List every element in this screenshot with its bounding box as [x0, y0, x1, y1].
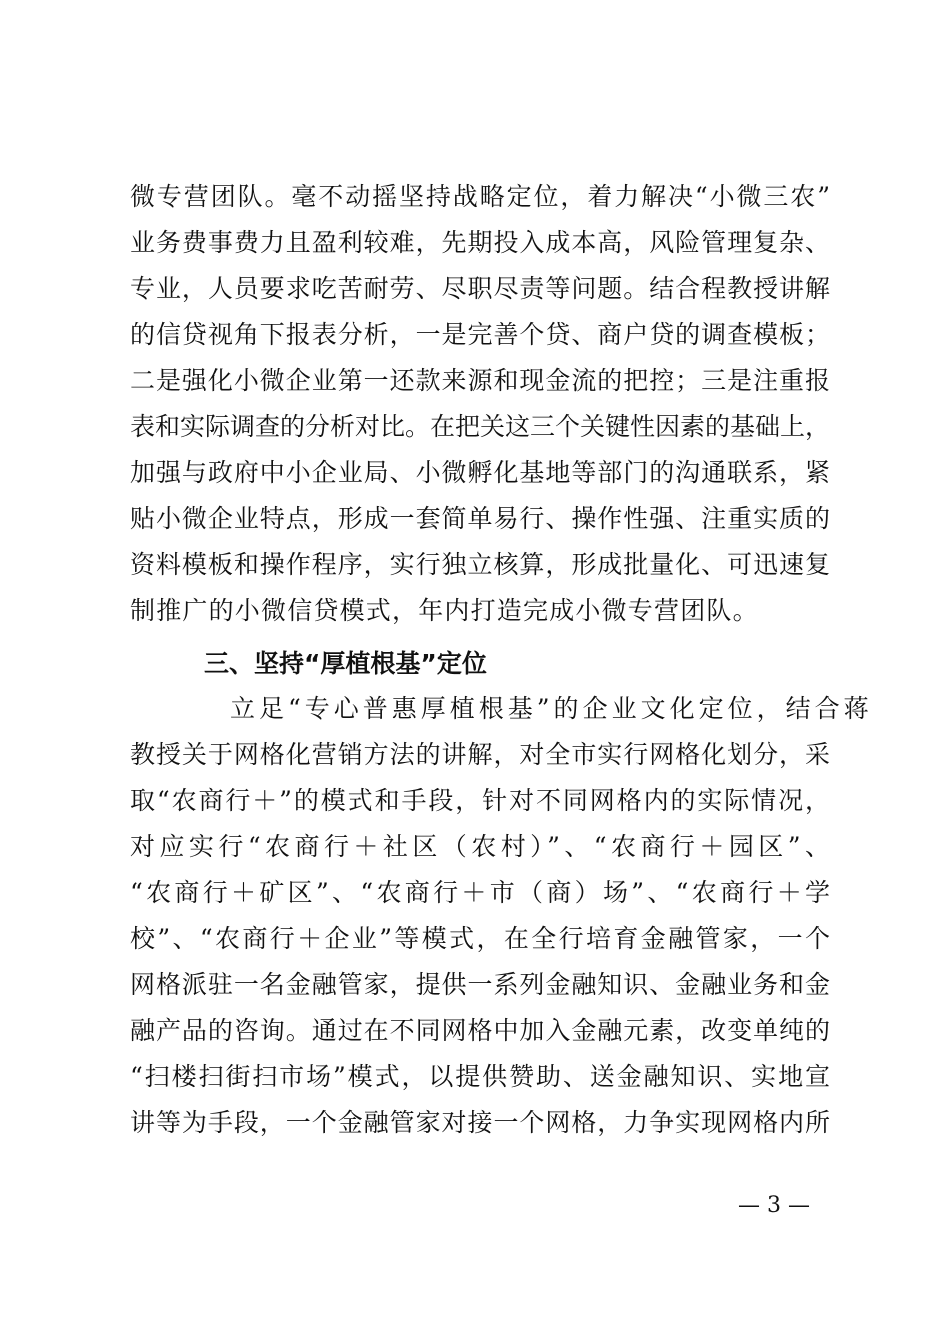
paragraph-line: “扫楼扫街扫市场”模式，以提供赞助、送金融知识、实地宣 — [130, 1062, 830, 1091]
paragraph-line: 讲等为手段，一个金融管家对接一个网格，力争实现网格内所 — [130, 1108, 830, 1137]
paragraph-line: 加强与政府中小企业局、小微孵化基地等部门的沟通联系，紧 — [130, 458, 830, 487]
paragraph-continued — [130, 174, 830, 634]
paragraph-line: 二是强化小微企业第一还款来源和现金流的把控；三是注重报 — [130, 366, 830, 395]
paragraph-line: 立足“专心普惠厚植根基”的企业文化定位，结合蒋 — [230, 694, 873, 723]
paragraph-line: 融产品的咨询。通过在不同网格中加入金融元素，改变单纯的 — [130, 1016, 830, 1045]
paragraph-line: 表和实际调查的分析对比。在把关这三个关键性因素的基础上， — [130, 412, 831, 441]
paragraph-line: 资料模板和操作程序，实行独立核算，形成批量化、可迅速复 — [130, 550, 830, 579]
paragraph-line: 专业，人员要求吃苦耐劳、尽职尽责等问题。结合程教授讲解 — [130, 274, 830, 303]
paragraph-line: 微专营团队。毫不动摇坚持战略定位，着力解决“小微三农” — [130, 182, 830, 211]
paragraph-line: 网格派驻一名金融管家，提供一系列金融知识、金融业务和金 — [130, 970, 830, 999]
paragraph-line: 业务费事费力且盈利较难，先期投入成本高，风险管理复杂、 — [130, 228, 830, 257]
paragraph-line: 的信贷视角下报表分析，一是完善个贷、商户贷的调查模板； — [130, 320, 830, 349]
paragraph-line: 贴小微企业特点，形成一套简单易行、操作性强、注重实质的 — [130, 504, 830, 533]
paragraph-line: 制推广的小微信贷模式，年内打造完成小微专营团队。 — [130, 596, 759, 625]
paragraph-line: 校”、“农商行＋企业”等模式，在全行培育金融管家，一个 — [130, 924, 830, 953]
paragraph-line: “农商行＋矿区”、“农商行＋市（商）场”、“农商行＋学 — [130, 878, 830, 907]
paragraph-line: 对应实行“农商行＋社区（农村）”、“农商行＋园区”、 — [130, 832, 830, 861]
section-heading: 三、坚持“厚植根基”定位 — [204, 649, 487, 678]
paragraph-line: 教授关于网格化营销方法的讲解，对全市实行网格化划分，采 — [130, 740, 830, 769]
page-number: — 3 — — [738, 1193, 810, 1218]
paragraph-line: 取“农商行＋”的模式和手段，针对不同网格内的实际情况， — [130, 786, 830, 815]
paragraph-grid-marketing — [130, 686, 873, 1146]
